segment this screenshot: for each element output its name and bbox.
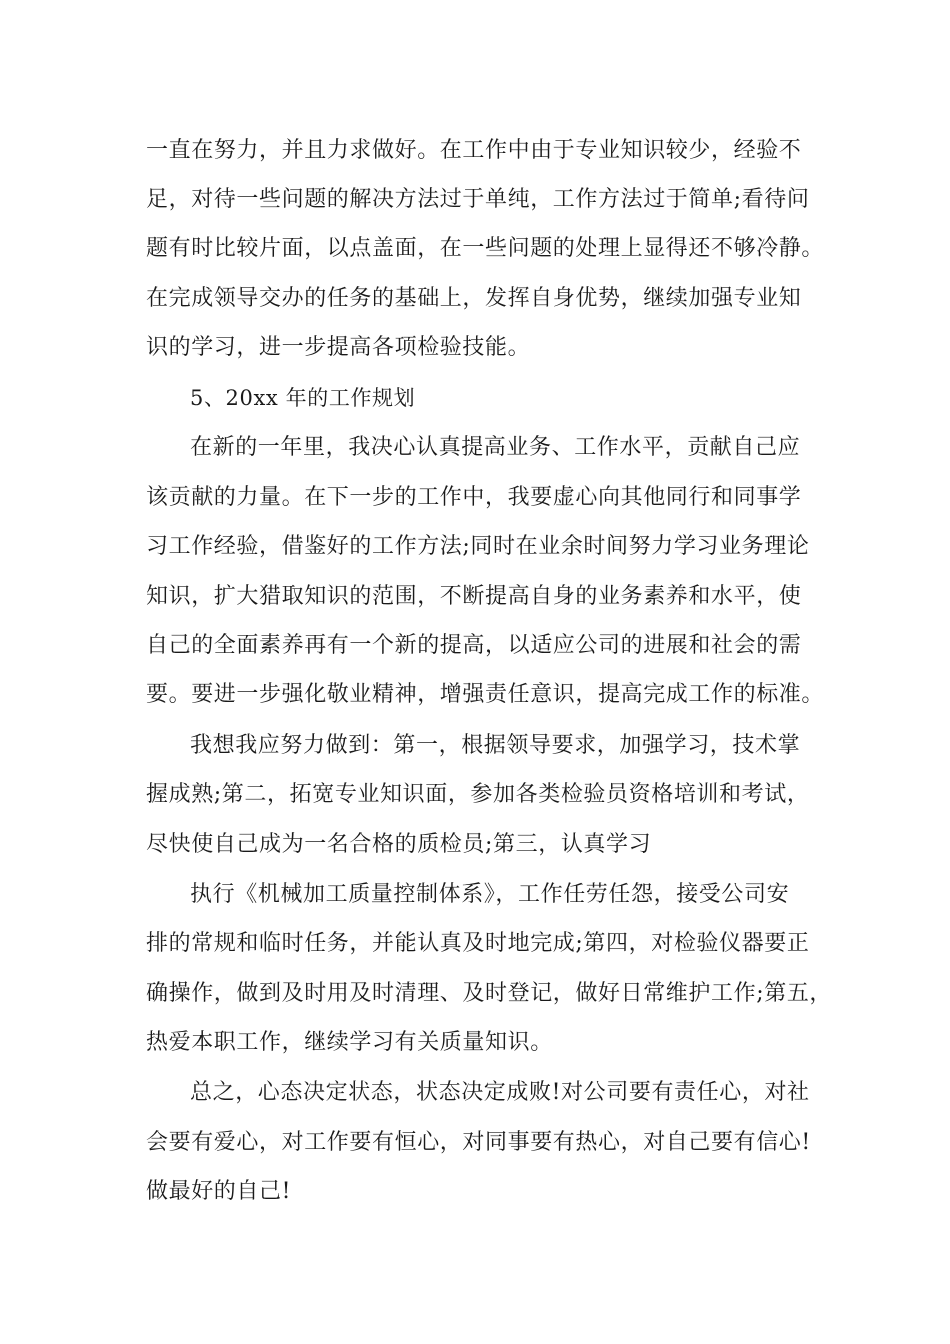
text-line: 排的常规和临时任务，并能认真及时地完成;第四，对检验仪器要正	[146, 931, 810, 956]
text-line: 知识，扩大猎取知识的范围，不断提高自身的业务素养和水平，使	[146, 584, 802, 609]
text-line: 尽快使自己成为一名合格的质检员;第三，认真学习	[146, 832, 652, 857]
text-line: 题有时比较片面，以点盖面，在一些问题的处理上显得还不够冷静。	[146, 236, 825, 261]
text-line: 做最好的自己!	[146, 1179, 292, 1204]
text-line: 握成熟;第二，拓宽专业知识面，参加各类检验员资格培训和考试，	[146, 782, 810, 807]
paragraph-first-line: 执行《机械加工质量控制体系》，工作任劳任怨，接受公司安	[190, 882, 790, 907]
text-line: 识的学习，进一步提高各项检验技能。	[146, 335, 531, 360]
paragraph-first-line: 在新的一年里，我决心认真提高业务、工作水平，贡献自己应	[190, 435, 801, 460]
text-line: 该贡献的力量。在下一步的工作中，我要虚心向其他同行和同事学	[146, 485, 802, 510]
text-line: 自己的全面素养再有一个新的提高，以适应公司的进展和社会的需	[146, 633, 802, 658]
text-line: 一直在努力，并且力求做好。在工作中由于专业知识较少，经验不	[146, 138, 802, 163]
paragraph-first-line: 总之，心态决定状态，状态决定成败!对公司要有责任心，对社	[190, 1080, 810, 1105]
text-line: 热爱本职工作，继续学习有关质量知识。	[146, 1030, 553, 1055]
text-line: 足，对待一些问题的解决方法过于单纯，工作方法过于简单;看待问	[146, 187, 810, 212]
text-line: 确操作，做到及时用及时清理、及时登记，做好日常维护工作;第五，	[146, 981, 833, 1006]
text-line: 习工作经验，借鉴好的工作方法;同时在业余时间努力学习业务理论	[146, 534, 810, 559]
paragraph-first-line: 我想我应努力做到：第一，根据领导要求，加强学习，技术掌	[190, 733, 801, 758]
text-line: 会要有爱心，对工作要有恒心，对同事要有热心，对自己要有信心!	[146, 1130, 811, 1155]
text-line: 在完成领导交办的任务的基础上，发挥自身优势，继续加强专业知	[146, 286, 802, 311]
text-line: 要。要进一步强化敬业精神，增强责任意识，提高完成工作的标准。	[146, 682, 825, 707]
section-heading: 5、20xx 年的工作规划	[190, 386, 416, 410]
